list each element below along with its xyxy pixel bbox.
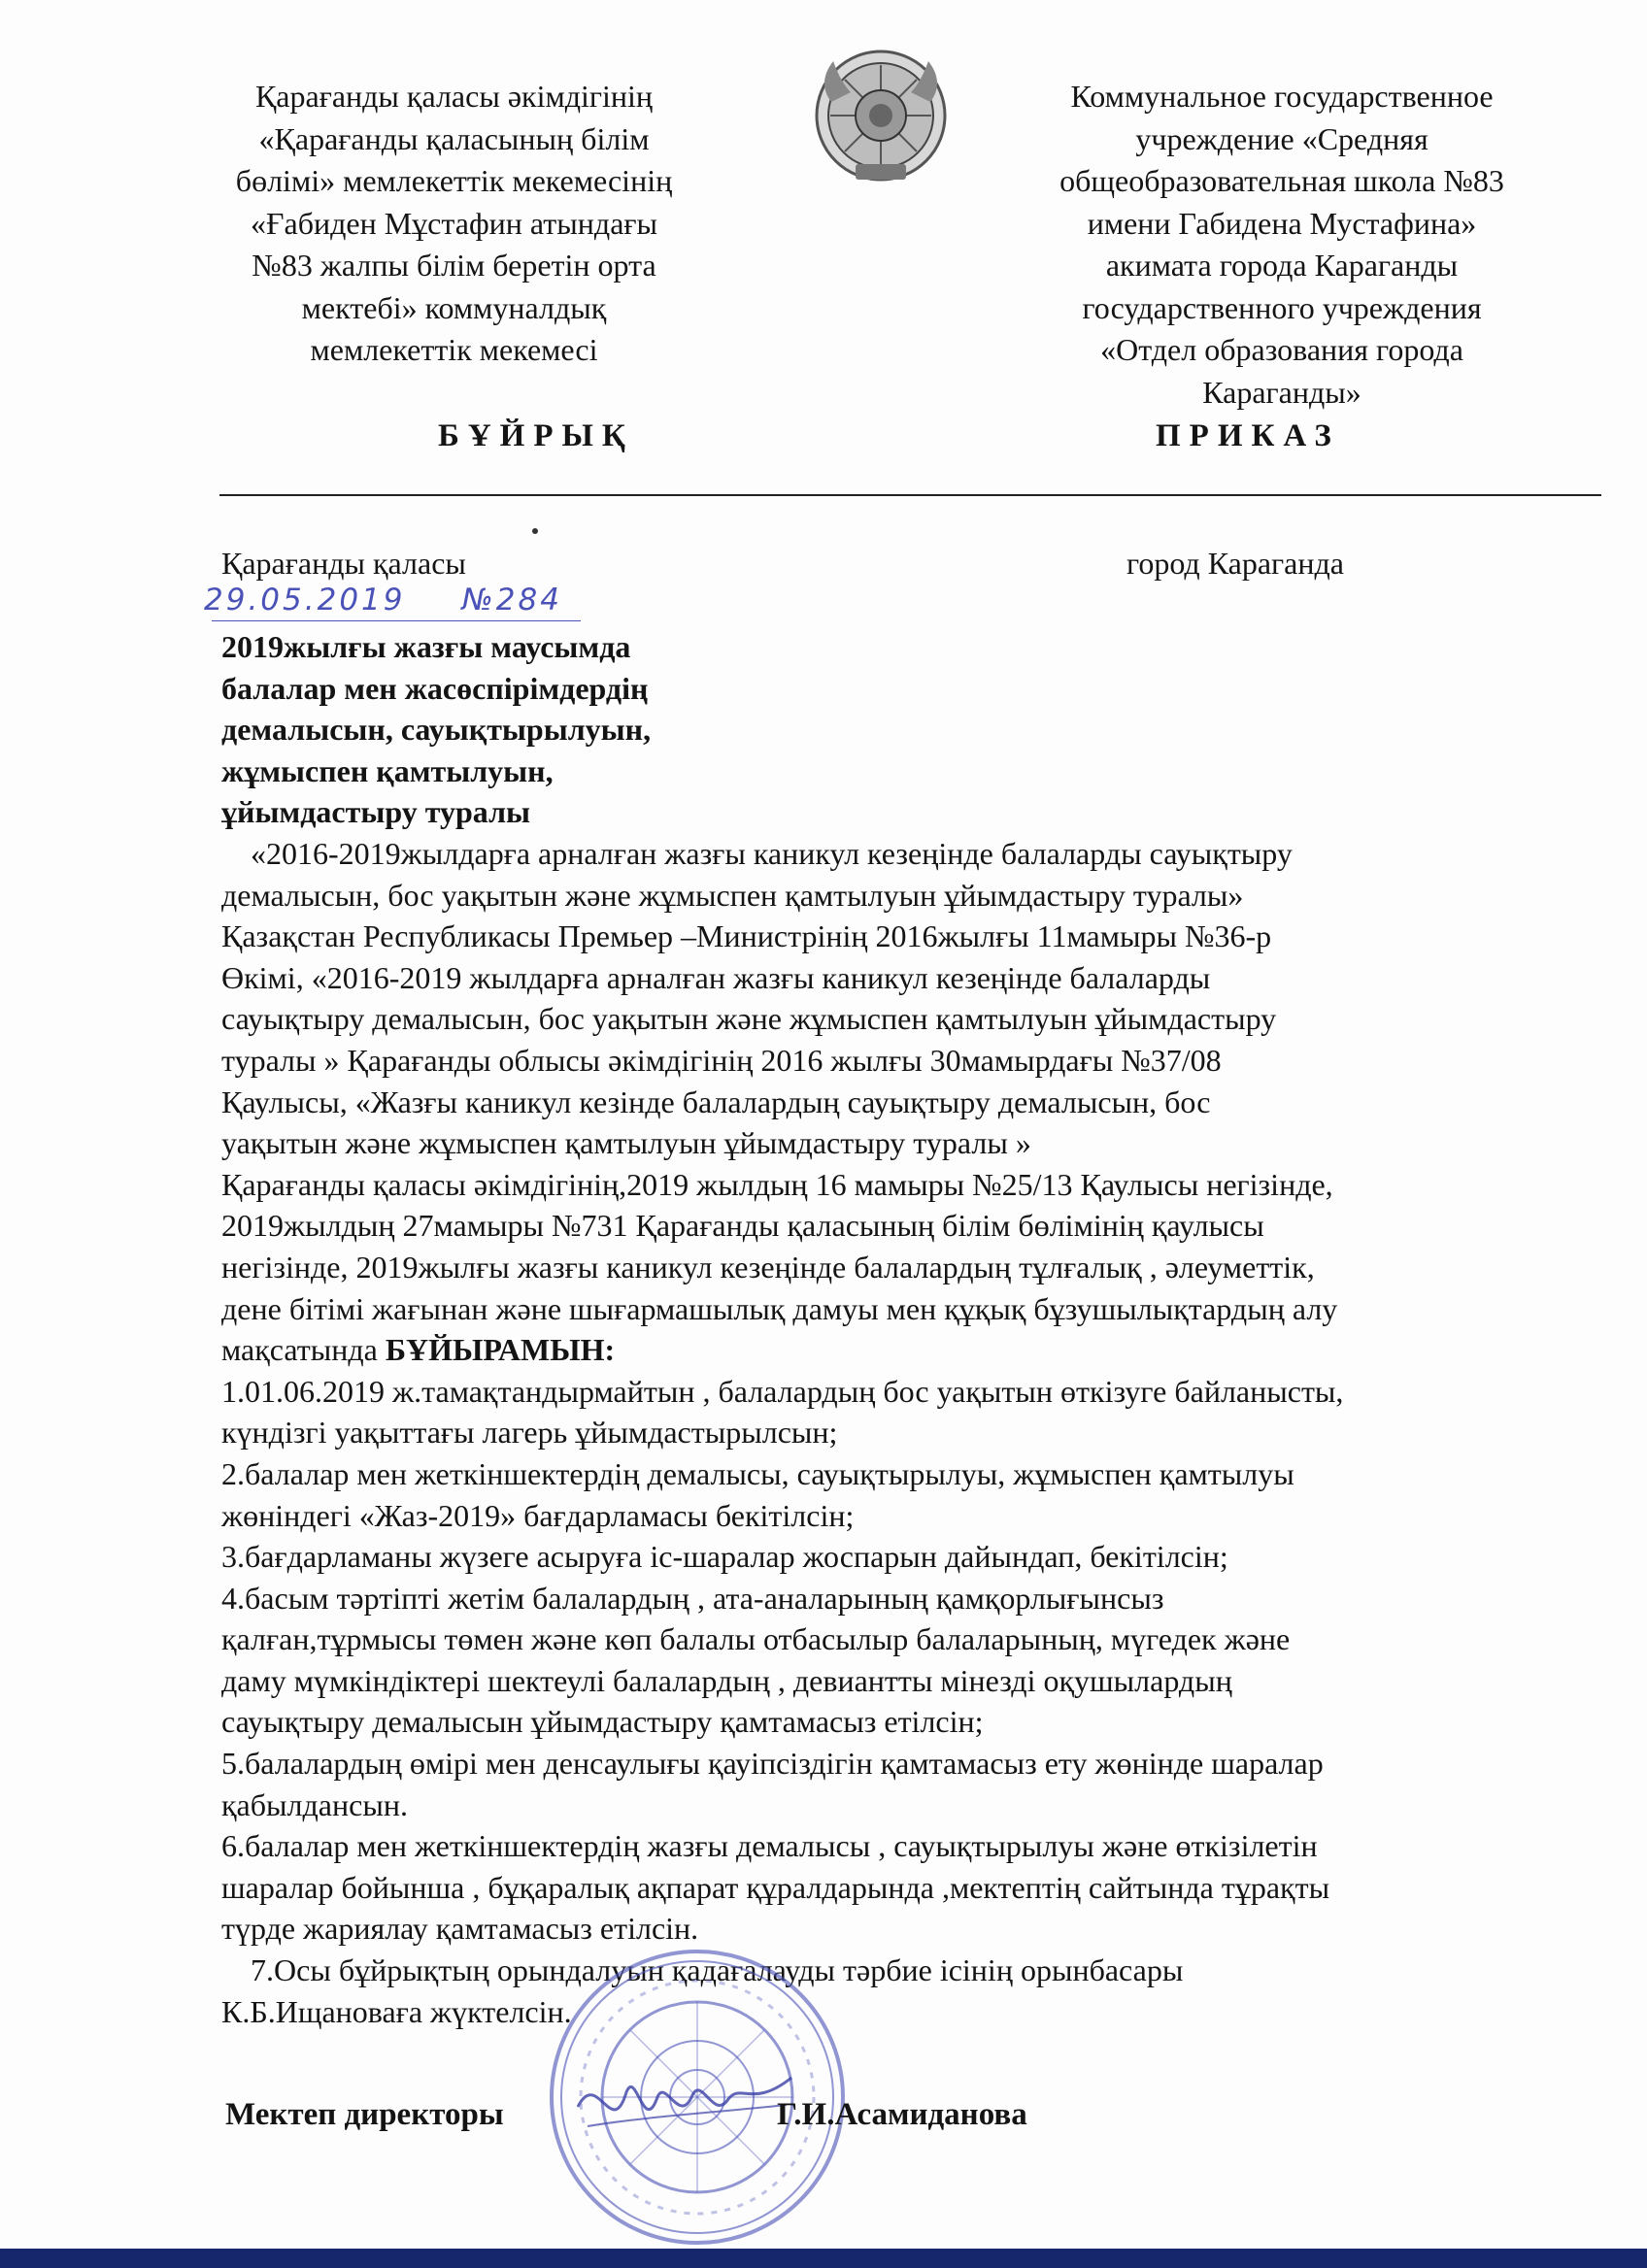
subject-line: ұйымдастыру туралы: [221, 794, 530, 830]
body-line: туралы » Қарағанды облысы әкімдігінің 2016 жылғы 30мамырдағы №37/08: [221, 1042, 1222, 1078]
handwritten-date-number: [204, 583, 562, 617]
subject-line: балалар мен жасөспірімдердің: [221, 670, 649, 706]
body-line: 2019жылдың 27мамыры №731 Қарағанды қаласының білім бөлімінің қаулысы: [221, 1208, 1264, 1244]
scan-edge-bar: [0, 2249, 1647, 2268]
ink-dot: [532, 528, 538, 534]
header-right-line: государственного учреждения: [1082, 289, 1482, 325]
body-line: уақытын және жұмыспен қамтылуын ұйымдастыру туралы »: [221, 1125, 1031, 1161]
order-item-line: 5.балалардың өмірі мен денсаулығы қауіпсіздігін қамтамасыз ету жөнінде шаралар: [221, 1746, 1324, 1782]
handwritten-underline: [212, 620, 581, 621]
body-line: дене бітімі жағынан және шығармашылық дамуы мен құқық бұзушылықтардың алу: [221, 1290, 1338, 1326]
order-item-line: К.Б.Ищановаға жүктелсін.: [221, 1993, 572, 2029]
body-line: Өкімі, «2016-2019 жылдарға арналған жазғы каникул кезеңінде балаларды: [221, 959, 1211, 995]
body-line: демалысын, бос уақытын және жұмыспен қамтылуын ұйымдастыру туралы»: [221, 877, 1244, 913]
header-left-line: мемлекеттік мекемесі: [310, 332, 598, 367]
body-line: «2016-2019жылдарға арналған жазғы каникул кезеңінде балаларды сауықтыру: [251, 836, 1293, 871]
header-left-line: мектебі» коммуналдық: [301, 289, 607, 325]
handwritten-date: 29.05.2019: [204, 583, 406, 617]
header-right-line: Караганды»: [1202, 374, 1361, 410]
subject-line: демалысын, сауықтырылуын,: [221, 712, 652, 748]
header-right-line: Коммунальное государственное: [1070, 79, 1494, 114]
order-item-line: сауықтыру демалысын ұйымдастыру қамтамасыз етілсін;: [221, 1704, 984, 1740]
body-line: Қаулысы, «Жазғы каникул кезінде балалардың сауықтыру демалысын, бос: [221, 1084, 1211, 1119]
decree-prefix: мақсатында: [221, 1332, 386, 1368]
header-right-russian: [1000, 76, 1563, 414]
header-right-line: учреждение «Средняя: [1135, 120, 1429, 156]
order-item-line: қабылдансын.: [221, 1786, 408, 1822]
decree-line: [221, 1329, 1600, 1371]
order-item-line: күндізгі уақыттағы лагерь ұйымдастырылсын;: [221, 1415, 838, 1451]
order-item-line: түрде жариялау қамтамасыз етілсін.: [221, 1911, 699, 1947]
order-item-line: 2.балалар мен жеткіншектердің демалысы, сауықтырылуы, жұмыспен қамтылуы: [221, 1455, 1294, 1491]
header-left-line: «Ғабиден Мұстафин атындағы: [250, 205, 658, 241]
body-line: Қазақстан Республикасы Премьер –Министрінің 2016жылғы 11мамыры №36-р: [221, 918, 1272, 954]
header-right-line: «Отдел образования города: [1100, 332, 1463, 367]
body-line: Қарағанды қаласы әкімдігінің,2019 жылдың 16 мамыры №25/13 Қаулысы негізінде,: [221, 1166, 1333, 1202]
order-item-line: 3.бағдарламаны жүзеге асыруға іс-шаралар жоспарын дайындап, бекітілсін;: [221, 1539, 1228, 1575]
signatory-position: Мектеп директоры: [225, 2097, 504, 2132]
order-item-line: қалған,тұрмысы төмен және көп балалы отбасылыр балаларының, мүгедек және: [221, 1621, 1291, 1657]
order-item-line: шаралар бойынша , бұқаралық ақпарат құралдарында ,мектептің сайтында тұрақты: [221, 1869, 1330, 1905]
header-left-line: Қарағанды қаласы әкімдігінің: [254, 79, 654, 114]
state-emblem-icon: [812, 44, 950, 187]
document-title-kazakh: БҰЙРЫҚ: [438, 418, 634, 453]
header-left-line: «Қарағанды қаласының білім: [258, 120, 650, 156]
body-line: негізінде, 2019жылғы жазғы каникул кезеңінде балалардың тұлғалық , әлеуметтік,: [221, 1249, 1315, 1284]
city-kazakh: Қарағанды қаласы: [221, 546, 466, 581]
order-item-line: 6.балалар мен жеткіншектердің жазғы демалысы , сауықтырылуы және өткізілетін: [221, 1828, 1318, 1864]
order-item-line: 4.басым тәртіпті жетім балалардың , ата-аналарының қамқорлығынсыз: [221, 1580, 1164, 1616]
city-russian: город Караганда: [1126, 546, 1344, 581]
header-right-line: общеобразовательная школа №83: [1059, 163, 1504, 198]
body-line: сауықтыру демалысын, бос уақытын және жұмыспен қамтылуын ұйымдастыру: [221, 1001, 1277, 1037]
signature-block: [225, 2097, 1027, 2133]
decree-word: БҰЙЫРАМЫН:: [385, 1332, 616, 1368]
handwritten-number: №284: [461, 583, 562, 617]
signatory-name: Г.И.Асамиданова: [777, 2097, 1027, 2132]
order-item-line: даму мүмкіндіктері шектеулі балалардың , девиантты мінезді оқушылардың: [221, 1662, 1232, 1698]
header-left-kazakh: [209, 76, 699, 372]
order-item-line: жөніндегі «Жаз-2019» бағдарламасы бекітілсін;: [221, 1497, 855, 1533]
header-left-line: бөлімі» мемлекеттік мекемесінің: [235, 163, 673, 198]
handwritten-signature-icon: [568, 2049, 801, 2155]
order-body: [221, 833, 1600, 2032]
header-right-line: акимата города Караганды: [1105, 248, 1459, 283]
header-right-line: имени Габидена Мустафина»: [1087, 205, 1477, 241]
subject-line: 2019жылғы жазғы маусымда: [221, 629, 631, 664]
header-left-line: №83 жалпы білім беретін орта: [252, 248, 656, 283]
order-subject: [221, 626, 651, 833]
header-divider: [219, 494, 1601, 496]
order-item-line: 1.01.06.2019 ж.тамақтандырмайтын , балалардың бос уақытын өткізуге байланысты,: [221, 1373, 1344, 1409]
subject-line: жұмыспен қамтылуын,: [221, 752, 554, 788]
order-item-line: 7.Осы бұйрықтың орындалуын қадағалауды тәрбие ісінің орынбасары: [251, 1952, 1184, 1988]
document-title-russian: ПРИКАЗ: [1156, 418, 1340, 453]
